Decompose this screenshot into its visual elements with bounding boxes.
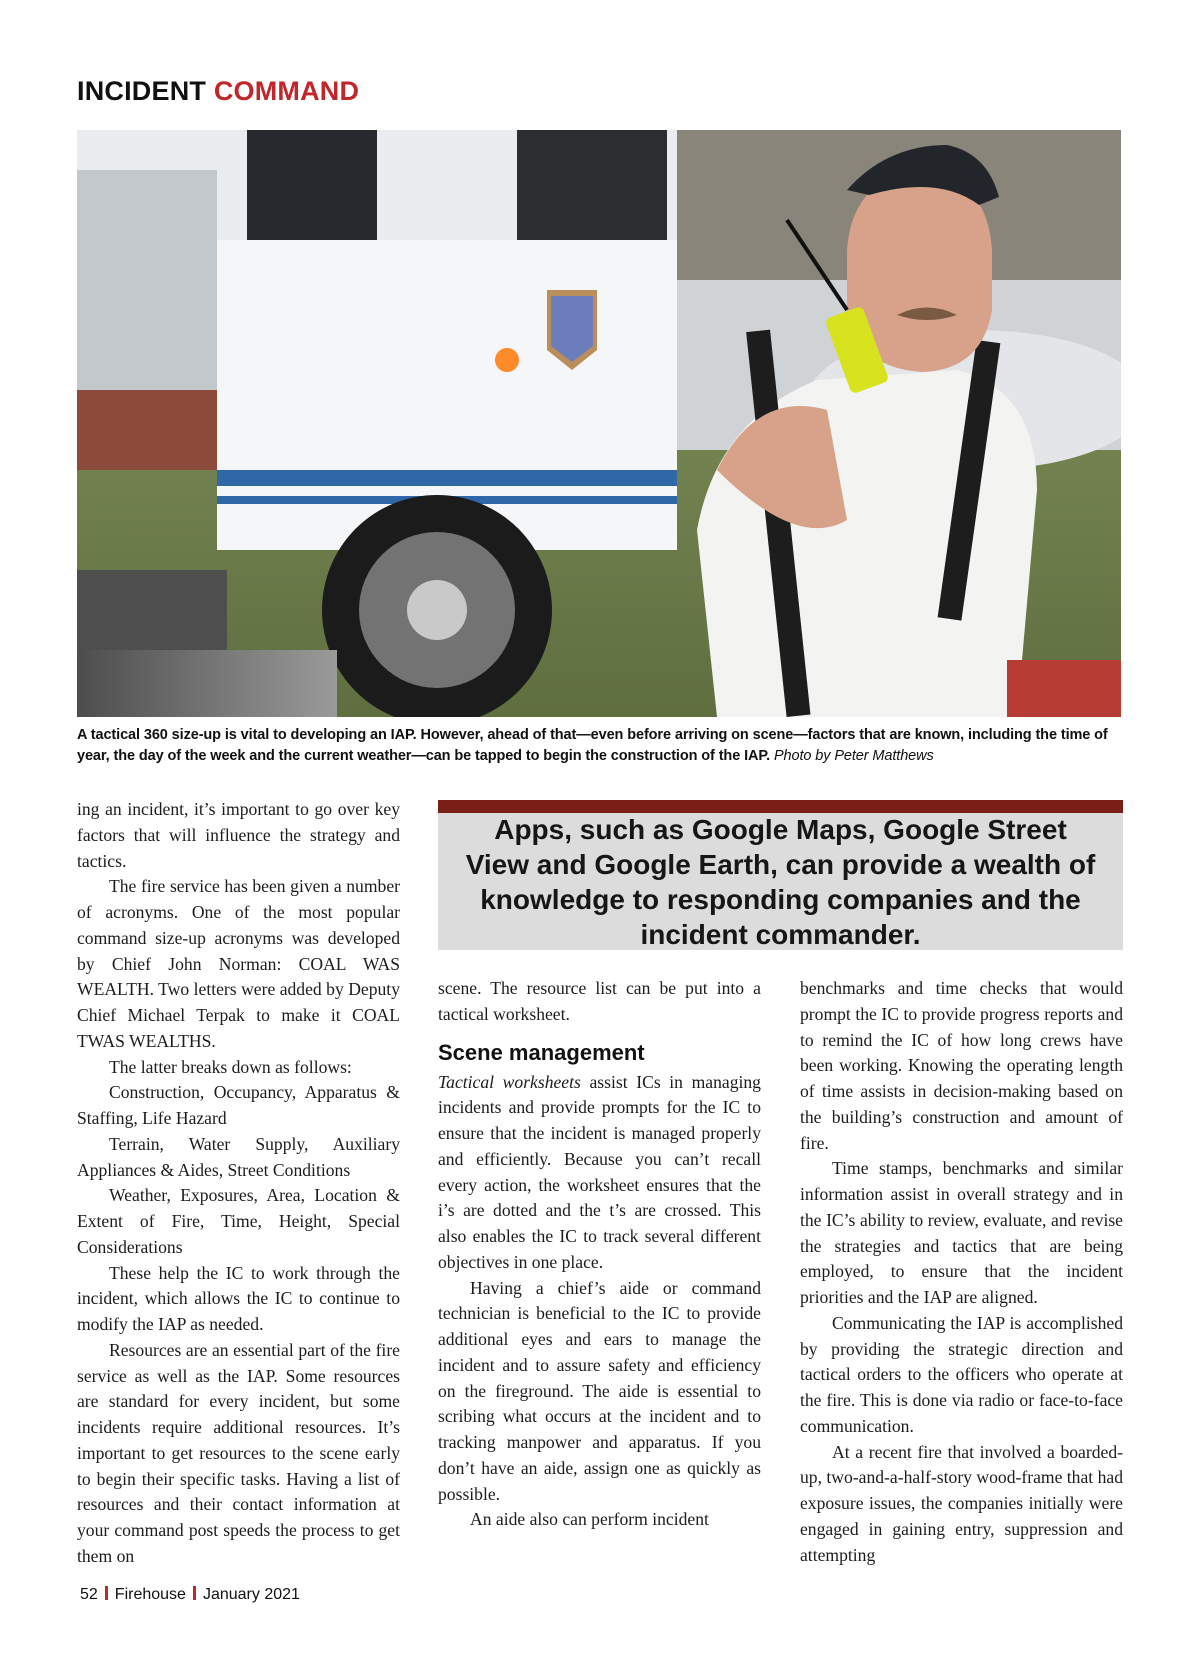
article-column-3: [800, 976, 1123, 1568]
section-header-word1: INCIDENT: [77, 76, 207, 106]
paragraph: Time stamps, benchmarks and similar information assist in overall strategy and in the IC’s ability to review, evaluate, and revise the strategies and tactics that are being employed, to ensure that the incident priorities and the IAP are aligned.: [800, 1158, 1123, 1307]
pull-quote: Apps, such as Google Maps, Google Street View and Google Earth, can provide a wealth of knowledge to responding companies and the incident commander.: [438, 800, 1123, 950]
paragraph: [438, 1070, 761, 1276]
paragraph: Construction, Occupancy, Apparatus & Staffing, Life Hazard: [77, 1082, 400, 1128]
paragraph: At a recent fire that involved a boarded-up, two-and-a-half-story wood-frame that had exposure issues, the companies initially were engaged in gaining entry, suppression and attempting: [800, 1441, 1123, 1565]
folio-divider: [193, 1586, 196, 1600]
section-header: [77, 78, 359, 104]
page-footer: [80, 1586, 300, 1604]
section-header-word2: COMMAND: [213, 76, 360, 106]
subhead-scene-management: Scene management: [438, 1039, 645, 1065]
paragraph: Resources are an essential part of the fire service as well as the IAP. Some resources are standard for every incident, but some incidents require additional resources. It’s important to get resources to the scene early to begin their specific tasks. Having a list of resources and their contact information at your command post speeds the process to get them on: [77, 1339, 400, 1566]
photo-credit: Photo by Peter Matthews: [773, 748, 934, 764]
paragraph: The fire service has been given a number of acronyms. One of the most popular command size-up acronyms was developed by Chief John Norman: COAL WAS WEALTH. Two letters were added by Deputy Chief Michael Terpak to make it COAL TWAS WEALTHS.: [77, 876, 400, 1051]
paragraph: ing an incident, it’s important to go over key factors that will influence the strategy and tactics.: [77, 799, 400, 871]
paragraph: benchmarks and time checks that would prompt the IC to provide progress reports and to remind the IC of how long crews have been working. Knowing the operating length of time assists in decision-making based on the building’s construction and amount of fire.: [800, 978, 1123, 1153]
paragraph: These help the IC to work through the incident, which allows the IC to continue to modify the IAP as needed.: [77, 1262, 400, 1334]
article-column-1: [77, 797, 400, 1570]
magazine-name: Firehouse: [114, 1586, 186, 1603]
paragraph: An aide also can perform incident: [470, 1509, 709, 1530]
issue-date: January 2021: [202, 1586, 300, 1603]
lead-rest: assist ICs in managing incidents and provide prompts for the IC to ensure that the incident is managed properly and efficiently. Because you can’t recall every action, the worksheet ensures that the i’s are dotted and the t’s are crossed. This also enables the IC to track several different objectives in one place.: [438, 1071, 761, 1272]
article-photo: [77, 130, 1121, 717]
paragraph: Weather, Exposures, Area, Location & Extent of Fire, Time, Height, Special Considerations: [77, 1185, 400, 1257]
photo-caption: [77, 725, 1121, 767]
paragraph: The latter breaks down as follows:: [109, 1056, 352, 1077]
paragraph: Communicating the IAP is accomplished by providing the strategic direction and tactical orders to the officers who operate at the fire. This is done via radio or face-to-face communication.: [800, 1312, 1123, 1436]
page-number: 52: [80, 1586, 98, 1603]
paragraph: Having a chief’s aide or command technician is beneficial to the IC to provide additional eyes and ears to manage the incident and to assure safety and efficiency on the fireground. The aide is essential to scribing what occurs at the incident and to tracking manpower and apparatus. If you don’t have an aide, assign one as quickly as possible.: [438, 1277, 761, 1504]
article-column-2: [438, 976, 761, 1533]
paragraph: Terrain, Water Supply, Auxiliary Appliances & Aides, Street Conditions: [77, 1133, 400, 1180]
lead-italic: Tactical worksheets: [438, 1071, 581, 1092]
caption-text: A tactical 360 size-up is vital to developing an IAP. However, ahead of that—even before arriving on scene—factors that are known, including the time of year, the day of the week and the current weather—can be tapped to begin the construction of the IAP.: [77, 727, 1108, 764]
paragraph: scene. The resource list can be put into a tactical worksheet.: [438, 978, 761, 1024]
folio-divider: [105, 1586, 108, 1600]
